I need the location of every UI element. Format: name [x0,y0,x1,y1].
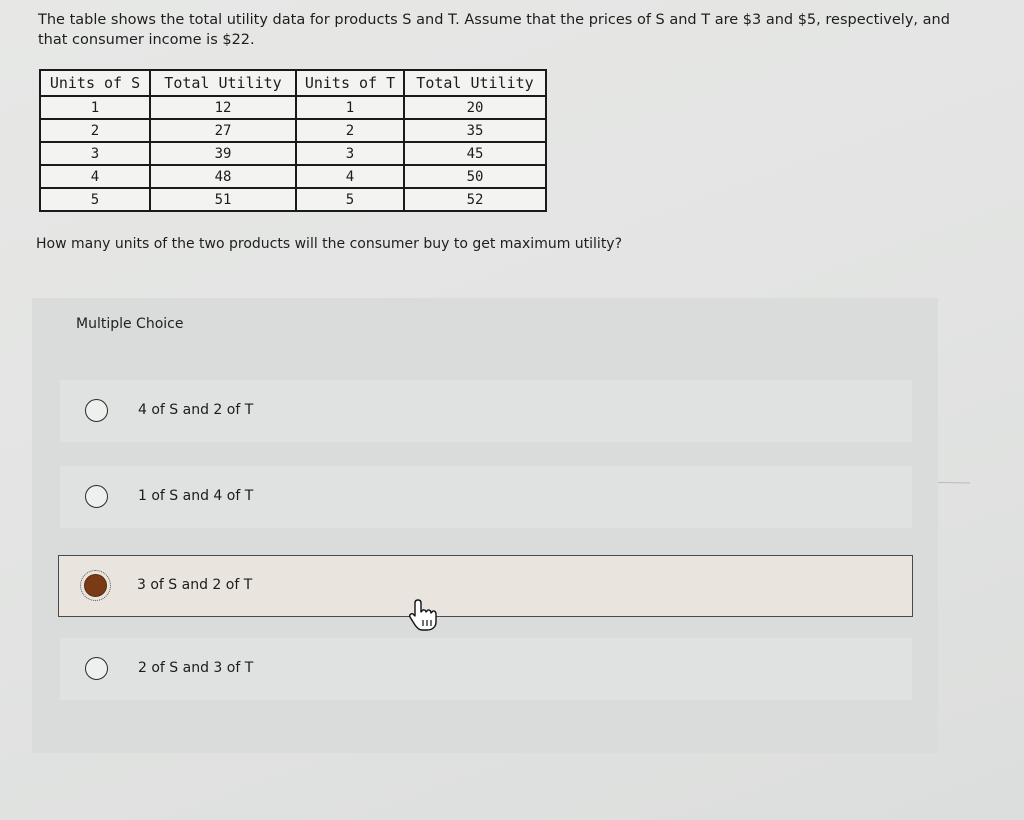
table-cell: 39 [150,142,296,165]
radio-button[interactable] [85,657,108,680]
table-header-row [40,70,546,96]
option-d[interactable] [60,638,912,700]
table-cell: 5 [296,188,404,211]
hand-pointer-icon [408,598,438,632]
table-cell: 3 [40,142,150,165]
radio-button-checked[interactable] [84,574,107,597]
table-cell: 52 [404,188,546,211]
utility-table [39,69,547,212]
table-cell: 4 [296,165,404,188]
header-units-t: Units of T [296,70,404,96]
table-cell: 5 [40,188,150,211]
table-cell: 27 [150,119,296,142]
table-cell: 12 [150,96,296,119]
question-intro: The table shows the total utility data for products S and T. Assume that the prices of S and T are $3 and $5, respectively, and that consumer income is $22. [38,12,950,48]
table-row [40,119,546,142]
table-cell: 3 [296,142,404,165]
table-cell: 4 [40,165,150,188]
option-label: 1 of S and 4 of T [138,488,254,504]
table-cell: 50 [404,165,546,188]
option-a[interactable] [60,380,912,442]
radio-button[interactable] [85,399,108,422]
table-cell: 35 [404,119,546,142]
radio-button[interactable] [85,485,108,508]
option-label: 4 of S and 2 of T [138,402,254,418]
table-cell: 2 [296,119,404,142]
multiple-choice-title: Multiple Choice [76,316,184,332]
table-cell: 48 [150,165,296,188]
header-total-utility-s: Total Utility [150,70,296,96]
table-cell: 45 [404,142,546,165]
question-prompt: How many units of the two products will the consumer buy to get maximum utility? [36,236,623,252]
option-c[interactable] [58,555,913,617]
header-total-utility-t: Total Utility [404,70,546,96]
option-b[interactable] [60,466,912,528]
table-cell: 1 [296,96,404,119]
table-row [40,142,546,165]
table-cell: 1 [40,96,150,119]
option-label: 2 of S and 3 of T [138,660,254,676]
table-row [40,96,546,119]
table-row [40,188,546,211]
header-units-s: Units of S [40,70,150,96]
multiple-choice-panel [32,298,938,753]
table-cell: 51 [150,188,296,211]
table-cell: 2 [40,119,150,142]
table-row [40,165,546,188]
option-label: 3 of S and 2 of T [137,577,253,593]
table-cell: 20 [404,96,546,119]
